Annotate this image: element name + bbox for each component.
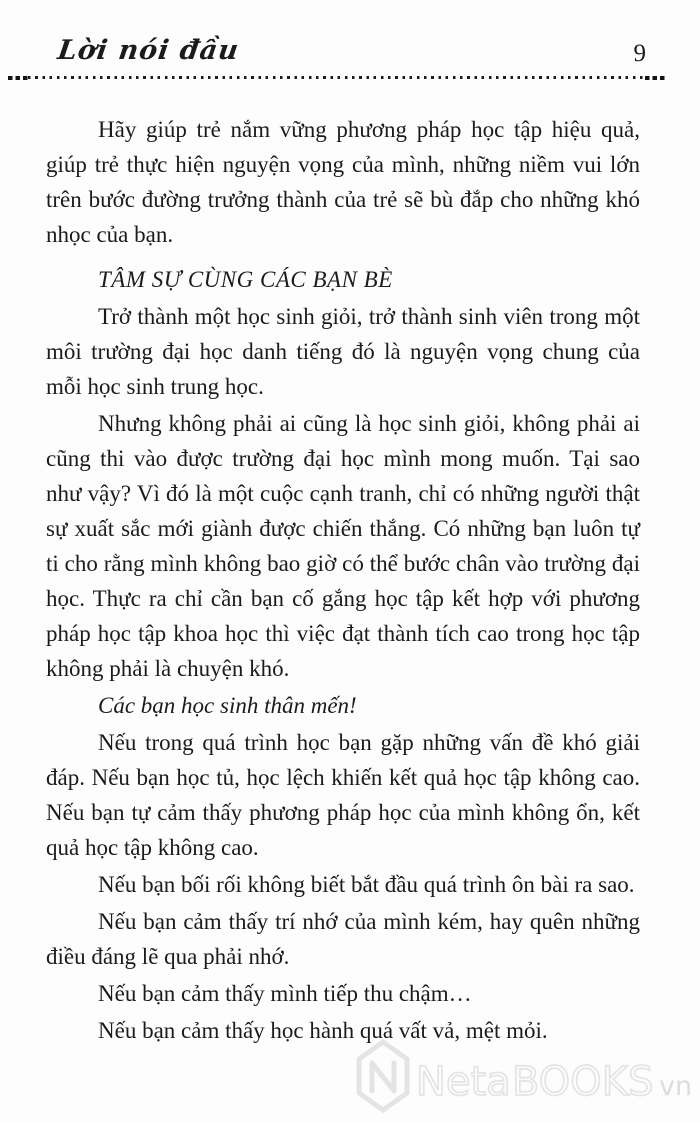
salutation-line: Các bạn học sinh thân mến! bbox=[98, 693, 357, 718]
paragraph: Nếu bạn bối rối không biết bắt đầu quá trình ôn bài ra sao. bbox=[98, 872, 635, 897]
netabooks-hexagon-icon bbox=[359, 1042, 407, 1110]
paragraph: Trở thành một học sinh giỏi, trở thành sinh viên trong một môi trường đại học danh tiếng đó là nguyện vọng chung của mỗi học sinh trung học. bbox=[46, 304, 640, 399]
paragraph: Hãy giúp trẻ nắm vững phương pháp học tập hiệu quả, giúp trẻ thực hiện nguyện vọng của mình, những niềm vui lớn trên bước đường trưởng thành của trẻ sẽ bù đắp cho những khó nhọc của bạn. bbox=[46, 117, 640, 247]
dotted-separator bbox=[8, 75, 665, 80]
paragraph: Nếu bạn cảm thấy trí nhớ của mình kém, hay quên những điều đáng lẽ qua phải nhớ. bbox=[46, 909, 640, 969]
watermark-brand-books: BOOKS bbox=[512, 1059, 654, 1105]
preface-title: Lời nói đầu bbox=[55, 35, 242, 66]
separator-left-end-dots bbox=[8, 76, 28, 80]
section-heading: TÂM SỰ CÙNG CÁC BẠN BÈ bbox=[98, 267, 393, 292]
paragraph: Nhưng không phải ai cũng là học sinh giỏi, không phải ai cũng thi vào được trường đại học mình mong muốn. Tại sao như vậy? Vì đó là một cuộc cạnh tranh, chỉ có những người thật sự xuất sắc mới giành được chiến thắng. Có những bạn luôn tự ti cho rằng mình không bao giờ có thể bước chân vào trường đại học. Thực ra chỉ cần bạn cố gắng học tập kết hợp với phương pháp học tập khoa học thì việc đạt thành tích cao trong học tập không phải là chuyện khó. bbox=[46, 411, 640, 681]
page-header bbox=[0, 0, 700, 66]
paragraph: Nếu bạn cảm thấy học hành quá vất vả, mệt mỏi. bbox=[98, 1018, 548, 1043]
page-body bbox=[46, 112, 640, 1048]
page-number: 9 bbox=[633, 40, 646, 67]
separator-right-end-dots bbox=[645, 76, 665, 80]
watermark-brand-tld: vn bbox=[659, 1071, 693, 1102]
paragraph: Nếu bạn cảm thấy mình tiếp thu chậm… bbox=[98, 981, 472, 1006]
watermark-brand-neta: Neta bbox=[416, 1059, 511, 1105]
paragraph: Nếu trong quá trình học bạn gặp những vấn đề khó giải đáp. Nếu bạn học tủ, học lệch khiến kết quả học tập không cao. Nếu bạn tự cảm thấy phương pháp học của mình không ổn, kết quả học tập không cao. bbox=[46, 730, 640, 860]
separator-dotted-line bbox=[28, 76, 645, 79]
